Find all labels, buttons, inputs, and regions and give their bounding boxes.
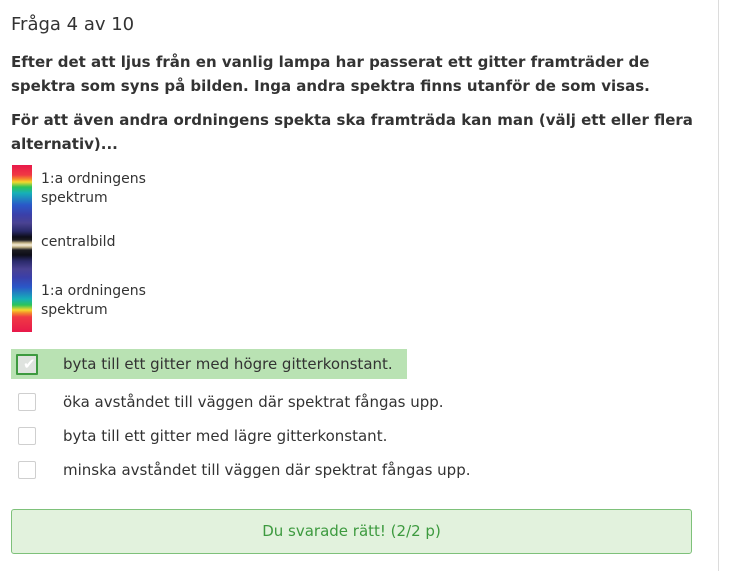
option-1-checkbox[interactable] <box>16 354 38 375</box>
option-1[interactable] <box>11 349 407 379</box>
spectrum-label-first-order-bottom: 1:a ordningens spektrum <box>41 283 146 318</box>
question-prompt: För att även andra ordningens spekta ska framträda kan man (välj ett eller flera alternativ)... <box>11 111 693 153</box>
content-right-border <box>718 0 719 571</box>
feedback-banner: Du svarade rätt! (2/2 p) <box>11 509 692 554</box>
option-2-checkbox[interactable] <box>18 393 36 411</box>
spectrum-label-central: centralbild <box>41 234 116 250</box>
option-4-checkbox[interactable] <box>18 461 36 479</box>
checkmark-icon: ✔ <box>23 355 36 373</box>
question-counter: Fråga 4 av 10 <box>11 14 135 35</box>
option-4-label[interactable]: minska avståndet till väggen där spektrat fångas upp. <box>63 461 471 479</box>
spectrum-label-first-order-top: 1:a ordningens spektrum <box>41 171 146 206</box>
option-2-label[interactable]: öka avståndet till väggen där spektrat fångas upp. <box>63 393 444 411</box>
option-3-label[interactable]: byta till ett gitter med lägre gitterkonstant. <box>63 427 388 445</box>
option-1-label[interactable]: byta till ett gitter med högre gitterkonstant. <box>63 355 393 373</box>
question-intro: Efter det att ljus från en vanlig lampa har passerat ett gitter framträder de spektra som syns på bilden. Inga andra spektra finns utanför de som visas. <box>11 53 650 95</box>
option-3-checkbox[interactable] <box>18 427 36 445</box>
spectrum-image <box>12 165 32 332</box>
